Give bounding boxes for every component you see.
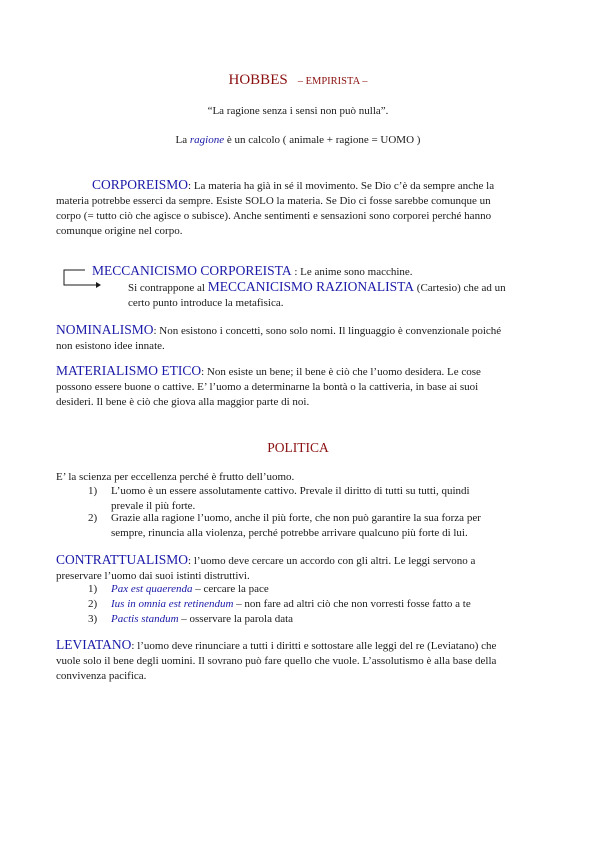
- politica-heading: POLITICA: [267, 440, 329, 455]
- materialismo-line2: possono essere buone o cattive. E’ l’uomo a determinarne la bontà o la cattiveria, in base ai suoi: [56, 381, 479, 393]
- leviatano-line2: vuole solo il bene degli uomini. Il sovrano può fare quello che vuole. L’assolutismo è alla base della: [56, 655, 497, 667]
- materialismo-paragraph: [56, 363, 546, 410]
- nominalismo-line2: non esistono idee innate.: [56, 340, 165, 352]
- quote: “La ragione senza i sensi non può nulla”.: [207, 105, 389, 117]
- contrattualismo-item-3-rest: – osservare la parola data: [178, 613, 294, 625]
- contrattualismo-item-3: [88, 612, 538, 628]
- materialismo-term: MATERIALISMO ETICO: [56, 363, 202, 378]
- corporeismo-paragraph: [56, 177, 546, 239]
- contrattualismo-item-1-latin: Pax est quaerenda: [111, 583, 193, 595]
- contrattualismo-item-1-rest: – cercare la pace: [192, 583, 269, 595]
- contrattualismo-item-2-latin: Ius in omnia est retinendum: [111, 598, 234, 610]
- contrattualismo-item-2-rest: – non fare ad altri ciò che non vorresti fosse fatto a te: [233, 598, 471, 610]
- meccanicismo-sub-line2: certo punto introduce la metafisica.: [128, 297, 284, 309]
- reason-pre: La: [175, 134, 190, 146]
- reason-post: è un calcolo ( animale + ragione = UOMO ): [224, 134, 421, 146]
- reason-word: ragione: [189, 134, 225, 146]
- meccanicismo-razionalista-term: MECCANICISMO RAZIONALISTA: [207, 279, 415, 294]
- meccanicismo-text: : Le anime sono macchine.: [291, 266, 413, 278]
- meccanicismo-term: MECCANICISMO CORPOREISTA: [92, 263, 292, 278]
- politica-item-1-line2: prevale il più forte.: [111, 500, 196, 512]
- contrattualismo-item-2-num: 2): [88, 598, 98, 610]
- contrattualismo-item-2: [88, 597, 538, 613]
- contrattualismo-term: CONTRATTUALISMO: [56, 552, 189, 567]
- corporeismo-line2: materia potrebbe esserci da sempre. Esiste SOLO la materia. Se Dio ci fosse sarebbe comunque un: [56, 195, 491, 207]
- corporeismo-line3: corpo (= tutto ciò che agisce o subisce). Anche sentimenti e sensazioni sono corporei perché hanno: [56, 210, 492, 222]
- leviatano-term: LEVIATANO: [56, 637, 132, 652]
- corporeismo-term: CORPOREISMO: [92, 177, 189, 192]
- meccanicismo-sub-post: (Cartesio) che ad un: [414, 282, 506, 294]
- contrattualismo-line1: : l’uomo deve cercare un accordo con gli altri. Le leggi servono a: [188, 555, 476, 567]
- politica-item-1-line1: L’uomo è un essere assolutamente cattivo. Prevale il diritto di tutti su tutti, quindi: [111, 485, 470, 497]
- leviatano-line1: : l’uomo deve rinunciare a tutti i diritti e sottostare alle leggi del re (Leviatano) che: [131, 640, 497, 652]
- title-hobbes: HOBBES: [228, 72, 288, 88]
- title-subtitle: – EMPIRISTA –: [297, 76, 368, 87]
- corporeismo-line4: comunque origine nel corpo.: [56, 225, 183, 237]
- contrattualismo-item-1-num: 1): [88, 583, 98, 595]
- corporeismo-line1: : La materia ha già in sé il movimento. Se Dio c’è da sempre anche la: [188, 180, 495, 192]
- meccanicismo-sub: [128, 279, 548, 311]
- contrattualismo-item-1: [88, 582, 538, 598]
- politica-item-2-line2: sempre, rinuncia alla violenza, perché potrebbe arrivare qualcuno più forte di lui.: [111, 527, 468, 539]
- meccanicismo-paragraph: [92, 263, 542, 280]
- contrattualismo-line2: preservare l’uomo dai suoi istinti distruttivi.: [56, 570, 250, 582]
- page-title: [0, 73, 596, 89]
- politica-item-1-num: 1): [88, 485, 98, 497]
- leviatano-line3: convivenza pacifica.: [56, 670, 147, 682]
- leviatano-paragraph: [56, 637, 546, 684]
- politica-item-2-line1: Grazie alla ragione l’uomo, anche il più forte, che non può garantire la sua forza per: [111, 512, 481, 524]
- politica-item-2: [88, 511, 538, 543]
- politica-intro: E’ la scienza per eccellenza perché è frutto dell’uomo.: [56, 471, 295, 483]
- contrattualismo-item-3-num: 3): [88, 613, 98, 625]
- contrattualismo-item-3-latin: Pactis standum: [111, 613, 179, 625]
- nominalismo-line1: : Non esistono i concetti, sono solo nomi. Il linguaggio è convenzionale poiché: [153, 325, 502, 337]
- meccanicismo-sub-pre: Si contrappone al: [128, 282, 208, 294]
- politica-item-2-num: 2): [88, 512, 98, 524]
- materialismo-line3: desideri. Il bene è ciò che giova alla maggior parte di noi.: [56, 396, 310, 408]
- contrattualismo-paragraph: [56, 552, 546, 584]
- nominalismo-term: NOMINALISMO: [56, 322, 154, 337]
- materialismo-line1: : Non esiste un bene; il bene è ciò che l’uomo desidera. Le cose: [201, 366, 481, 378]
- nominalismo-paragraph: [56, 322, 546, 354]
- reason-line: [0, 133, 596, 148]
